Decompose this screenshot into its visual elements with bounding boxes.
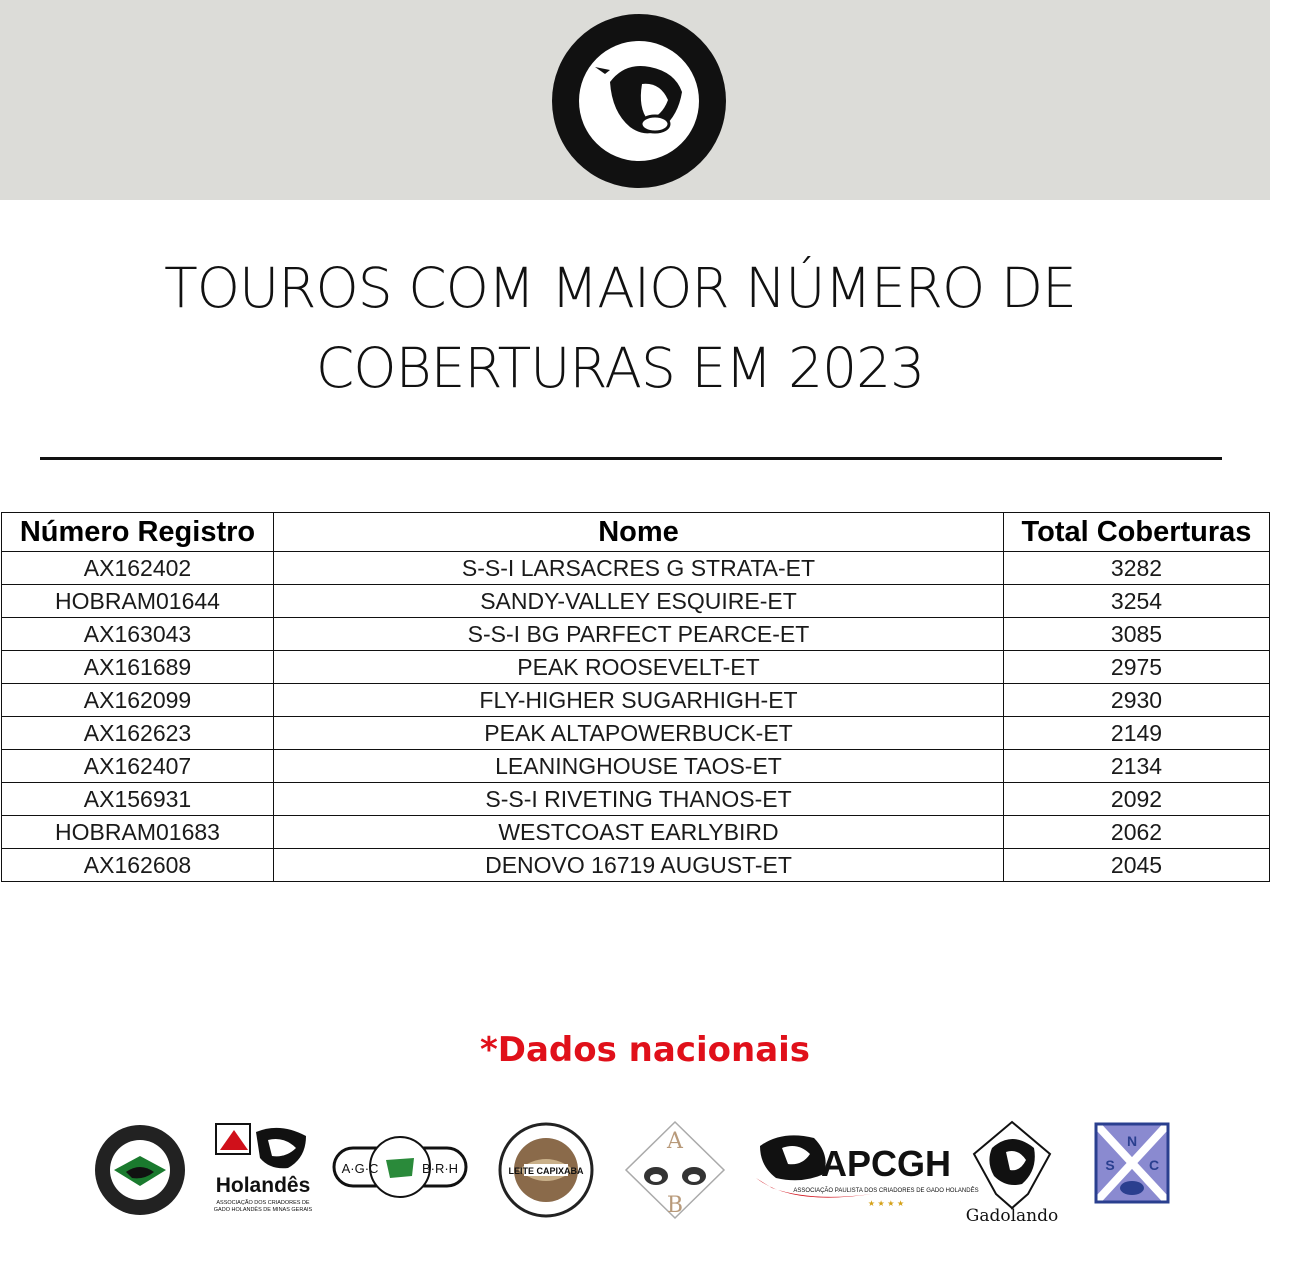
apcgh-logo-icon: [752, 1118, 979, 1228]
national-data-note: *Dados nacionais: [479, 1030, 811, 1070]
cow-seal-icon: [550, 12, 728, 190]
gadolando-logo-icon: [962, 1118, 1062, 1228]
cell-registro: AX162099: [2, 684, 274, 717]
svg-text:ASSOCIAÇÃO DOS CRIADORES DE: ASSOCIAÇÃO DOS CRIADORES DE: [216, 1200, 310, 1206]
snc-shield-logo-icon: [1092, 1118, 1172, 1228]
svg-text:A: A: [667, 1129, 683, 1154]
svg-text:GADO HOLANDÊS DE MINAS GERAIS: GADO HOLANDÊS DE MINAS GERAIS: [213, 1207, 313, 1213]
svg-text:Holandês: Holandês: [215, 1174, 311, 1197]
svg-text:B: B: [666, 1193, 684, 1218]
title-line-2: COBERTURAS EM 2023: [315, 336, 925, 400]
table-row: [2, 717, 1270, 750]
cell-registro: HOBRAM01644: [2, 585, 274, 618]
cell-total: 2975: [1004, 651, 1270, 684]
cell-nome: PEAK ROOSEVELT-ET: [274, 651, 1004, 684]
table-row: [2, 651, 1270, 684]
table-row: [2, 552, 1270, 585]
cell-total: 3085: [1004, 618, 1270, 651]
agcbrh-logo-icon: [330, 1118, 470, 1228]
column-header-registro: Número Registro: [2, 513, 274, 552]
svg-text:C: C: [1148, 1157, 1160, 1173]
svg-text:Gadolando: Gadolando: [965, 1206, 1059, 1226]
svg-text:APCGH: APCGH: [820, 1143, 952, 1184]
cell-registro: AX162407: [2, 750, 274, 783]
cell-nome: WESTCOAST EARLYBIRD: [274, 816, 1004, 849]
cell-registro: AX162623: [2, 717, 274, 750]
cell-total: 2062: [1004, 816, 1270, 849]
table-row: [2, 816, 1270, 849]
cell-nome: PEAK ALTAPOWERBUCK-ET: [274, 717, 1004, 750]
leite-capixaba-seal-icon: [496, 1118, 596, 1228]
cell-total: 3282: [1004, 552, 1270, 585]
cell-total: 2134: [1004, 750, 1270, 783]
cell-nome: S-S-I RIVETING THANOS-ET: [274, 783, 1004, 816]
cell-nome: FLY-HIGHER SUGARHIGH-ET: [274, 684, 1004, 717]
svg-text:N: N: [1126, 1133, 1138, 1149]
cell-registro: AX162608: [2, 849, 274, 882]
table-row: [2, 783, 1270, 816]
table-row: [2, 585, 1270, 618]
cell-registro: AX161689: [2, 651, 274, 684]
cell-nome: S-S-I BG PARFECT PEARCE-ET: [274, 618, 1004, 651]
acsb-diamond-logo-icon: [620, 1118, 730, 1228]
table-header-row: [2, 513, 1270, 552]
svg-text:★ ★ ★ ★: ★ ★ ★ ★: [867, 1199, 905, 1208]
parana-association-seal-icon: [92, 1118, 188, 1228]
header-band: [0, 0, 1270, 200]
page-title: [0, 248, 1240, 408]
divider: [40, 457, 1222, 460]
cell-nome: LEANINGHOUSE TAOS-ET: [274, 750, 1004, 783]
cell-registro: AX156931: [2, 783, 274, 816]
cell-total: 2930: [1004, 684, 1270, 717]
column-header-nome: Nome: [274, 513, 1004, 552]
cell-registro: HOBRAM01683: [2, 816, 274, 849]
table-row: [2, 684, 1270, 717]
cell-nome: SANDY-VALLEY ESQUIRE-ET: [274, 585, 1004, 618]
cell-total: 3254: [1004, 585, 1270, 618]
table-row: [2, 849, 1270, 882]
column-header-total: Total Coberturas: [1004, 513, 1270, 552]
table-row: [2, 618, 1270, 651]
cell-total: 2092: [1004, 783, 1270, 816]
table-row: [2, 750, 1270, 783]
svg-text:B·R·H: B·R·H: [421, 1161, 459, 1176]
title-line-1: TOUROS COM MAIOR NÚMERO DE: [164, 256, 1076, 320]
svg-text:ASSOCIAÇÃO PAULISTA DOS CRIADO: ASSOCIAÇÃO PAULISTA DOS CRIADORES DE GADO HOLANDÊS: [793, 1188, 979, 1194]
bulls-table: [1, 512, 1270, 882]
cell-nome: DENOVO 16719 AUGUST-ET: [274, 849, 1004, 882]
svg-text:LEITE CAPIXABA: LEITE CAPIXABA: [508, 1166, 584, 1176]
svg-text:S: S: [1105, 1157, 1115, 1173]
cell-nome: S-S-I LARSACRES G STRATA-ET: [274, 552, 1004, 585]
cell-total: 2149: [1004, 717, 1270, 750]
svg-text:A·G·C: A·G·C: [341, 1161, 379, 1176]
holandes-mg-logo-icon: [210, 1118, 316, 1228]
cell-registro: AX162402: [2, 552, 274, 585]
cell-registro: AX163043: [2, 618, 274, 651]
cell-total: 2045: [1004, 849, 1270, 882]
